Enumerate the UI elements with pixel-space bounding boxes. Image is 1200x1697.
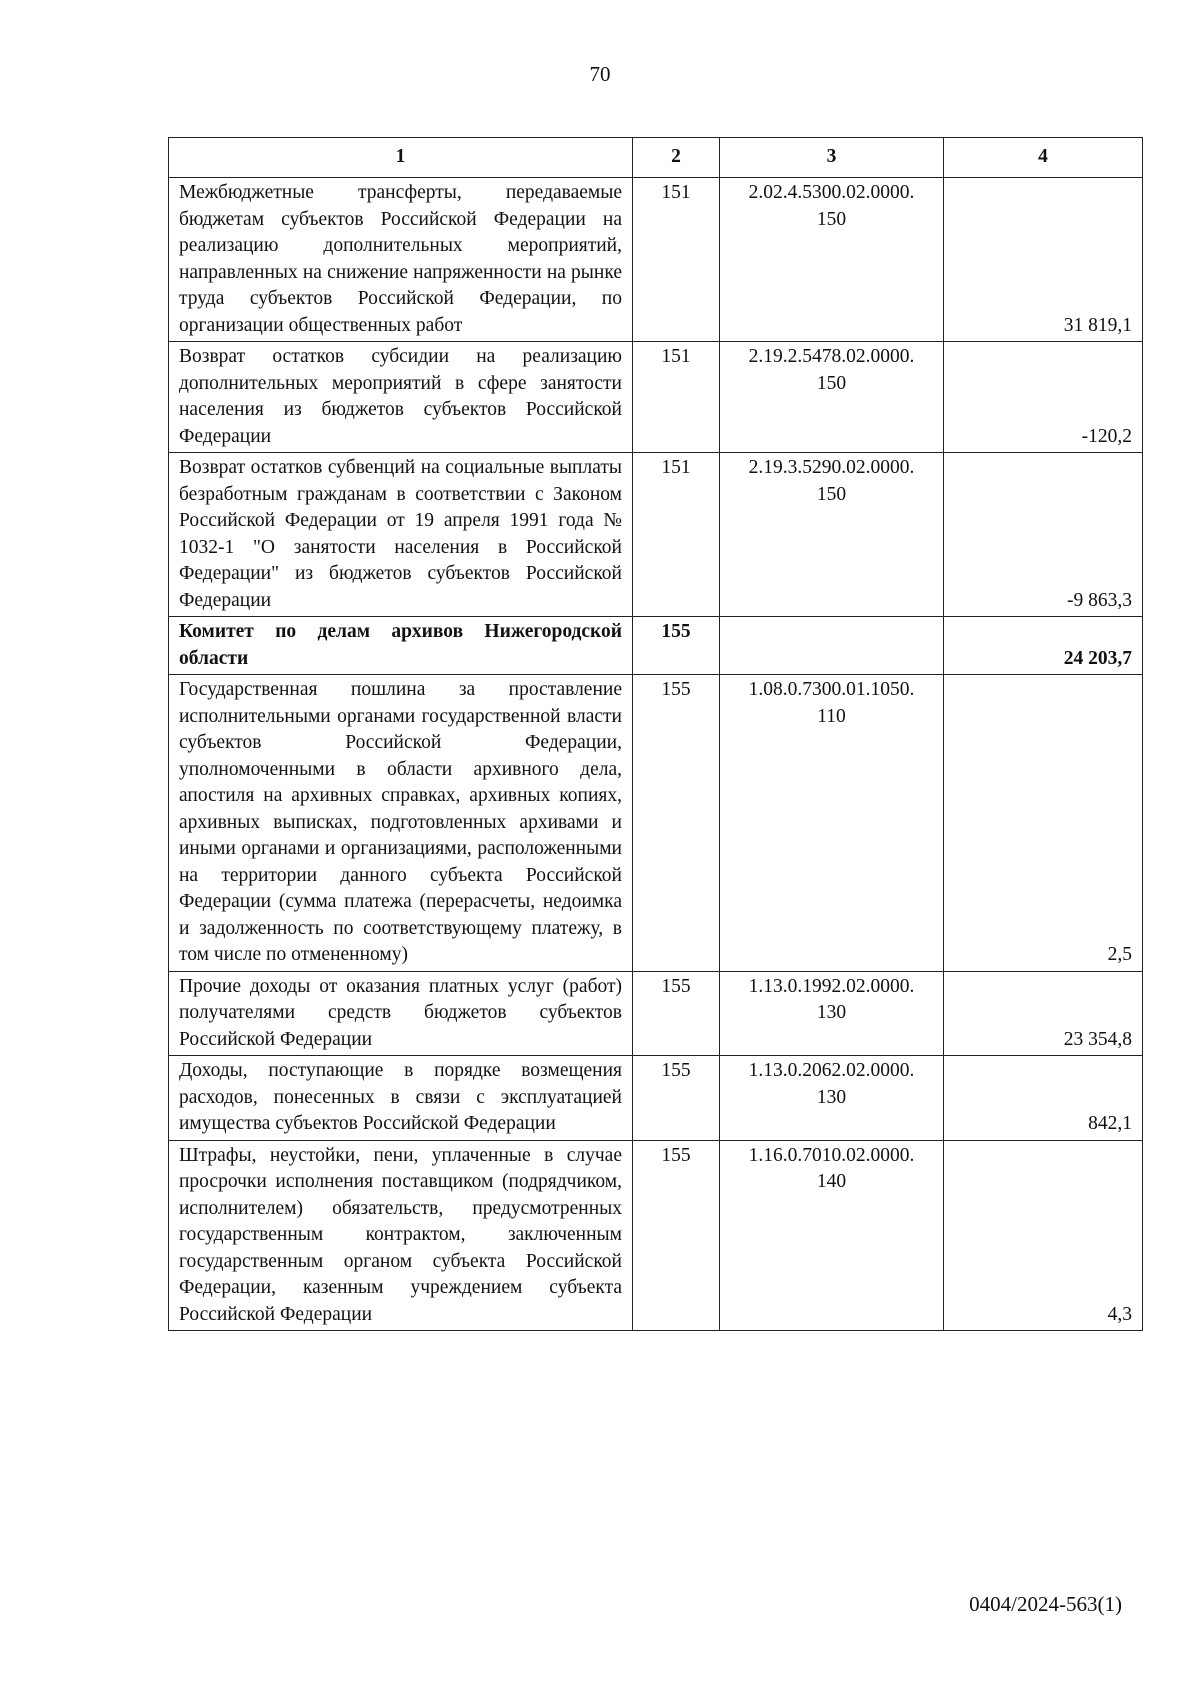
row-description: Межбюджетные трансферты, передаваемые бюджетам субъектов Российской Федерации на реализацию дополнительных мероприятий, направленных на снижение напряженности на рынке труда субъектов Российской Федерации, по организации общественных работ xyxy=(169,178,633,342)
row-admin-code: 151 xyxy=(633,178,720,342)
row-description: Возврат остатков субсидии на реализацию дополнительных мероприятий в сфере занятости населения из бюджетов субъектов Российской Федерации xyxy=(169,342,633,453)
table-row xyxy=(169,1056,1143,1141)
row-description: Государственная пошлина за проставление исполнительными органами государственной власти субъектов Российской Федерации, уполномоченными в области архивного дела, апостиля на архивных справках, архивных копиях, архивных выписках, подготовленных архивами и иными органами и организациями, расположенными на территории данного субъекта Российской Федерации (сумма платежа (перерасчеты, недоимка и задолженность по соответствующему платежу, в том числе по отмененному) xyxy=(169,675,633,972)
column-header-4: 4 xyxy=(944,138,1143,178)
row-description: Возврат остатков субвенций на социальные выплаты безработным гражданам в соответствии с Законом Российской Федерации от 19 апреля 1991 года № 1032-1 "О занятости населения в Российской Федерации" из бюджетов субъектов Российской Федерации xyxy=(169,453,633,617)
row-amount: 23 354,8 xyxy=(944,971,1143,1056)
column-header-3: 3 xyxy=(720,138,944,178)
column-header-2: 2 xyxy=(633,138,720,178)
row-admin-code: 155 xyxy=(633,675,720,972)
budget-table xyxy=(168,137,1143,1331)
row-budget-code: 2.19.2.5478.02.0000. 150 xyxy=(720,342,944,453)
row-admin-code: 155 xyxy=(633,971,720,1056)
row-description: Доходы, поступающие в порядке возмещения расходов, понесенных в связи с эксплуатацией имущества субъектов Российской Федерации xyxy=(169,1056,633,1141)
row-amount: 2,5 xyxy=(944,675,1143,972)
row-admin-code: 155 xyxy=(633,1140,720,1331)
row-description: Штрафы, неустойки, пени, уплаченные в случае просрочки исполнения поставщиком (подрядчиком, исполнителем) обязательств, предусмотренных государственным контрактом, заключенным государственным органом субъекта Российской Федерации, казенным учреждением субъекта Российской Федерации xyxy=(169,1140,633,1331)
table-row xyxy=(169,617,1143,675)
row-admin-code: 155 xyxy=(633,1056,720,1141)
row-amount: 24 203,7 xyxy=(944,617,1143,675)
row-budget-code: 2.19.3.5290.02.0000. 150 xyxy=(720,453,944,617)
column-header-1: 1 xyxy=(169,138,633,178)
table-row xyxy=(169,178,1143,342)
row-budget-code: 2.02.4.5300.02.0000. 150 xyxy=(720,178,944,342)
row-budget-code: 1.13.0.1992.02.0000. 130 xyxy=(720,971,944,1056)
row-budget-code: 1.13.0.2062.02.0000. 130 xyxy=(720,1056,944,1141)
row-amount: -120,2 xyxy=(944,342,1143,453)
document-id: 0404/2024-563(1) xyxy=(969,1592,1122,1616)
table-row xyxy=(169,1140,1143,1331)
row-amount: 4,3 xyxy=(944,1140,1143,1331)
row-budget-code xyxy=(720,617,944,675)
row-admin-code: 151 xyxy=(633,453,720,617)
table-row xyxy=(169,675,1143,972)
row-amount: 842,1 xyxy=(944,1056,1143,1141)
row-admin-code: 151 xyxy=(633,342,720,453)
row-budget-code: 1.08.0.7300.01.1050. 110 xyxy=(720,675,944,972)
table-row xyxy=(169,971,1143,1056)
table-header-row xyxy=(169,138,1143,178)
table-row xyxy=(169,342,1143,453)
page-number: 70 xyxy=(589,62,611,86)
row-admin-code: 155 xyxy=(633,617,720,675)
row-amount: -9 863,3 xyxy=(944,453,1143,617)
row-amount: 31 819,1 xyxy=(944,178,1143,342)
row-description: Комитет по делам архивов Нижегородской области xyxy=(169,617,633,675)
table-row xyxy=(169,453,1143,617)
row-description: Прочие доходы от оказания платных услуг (работ) получателями средств бюджетов субъектов Российской Федерации xyxy=(169,971,633,1056)
row-budget-code: 1.16.0.7010.02.0000. 140 xyxy=(720,1140,944,1331)
